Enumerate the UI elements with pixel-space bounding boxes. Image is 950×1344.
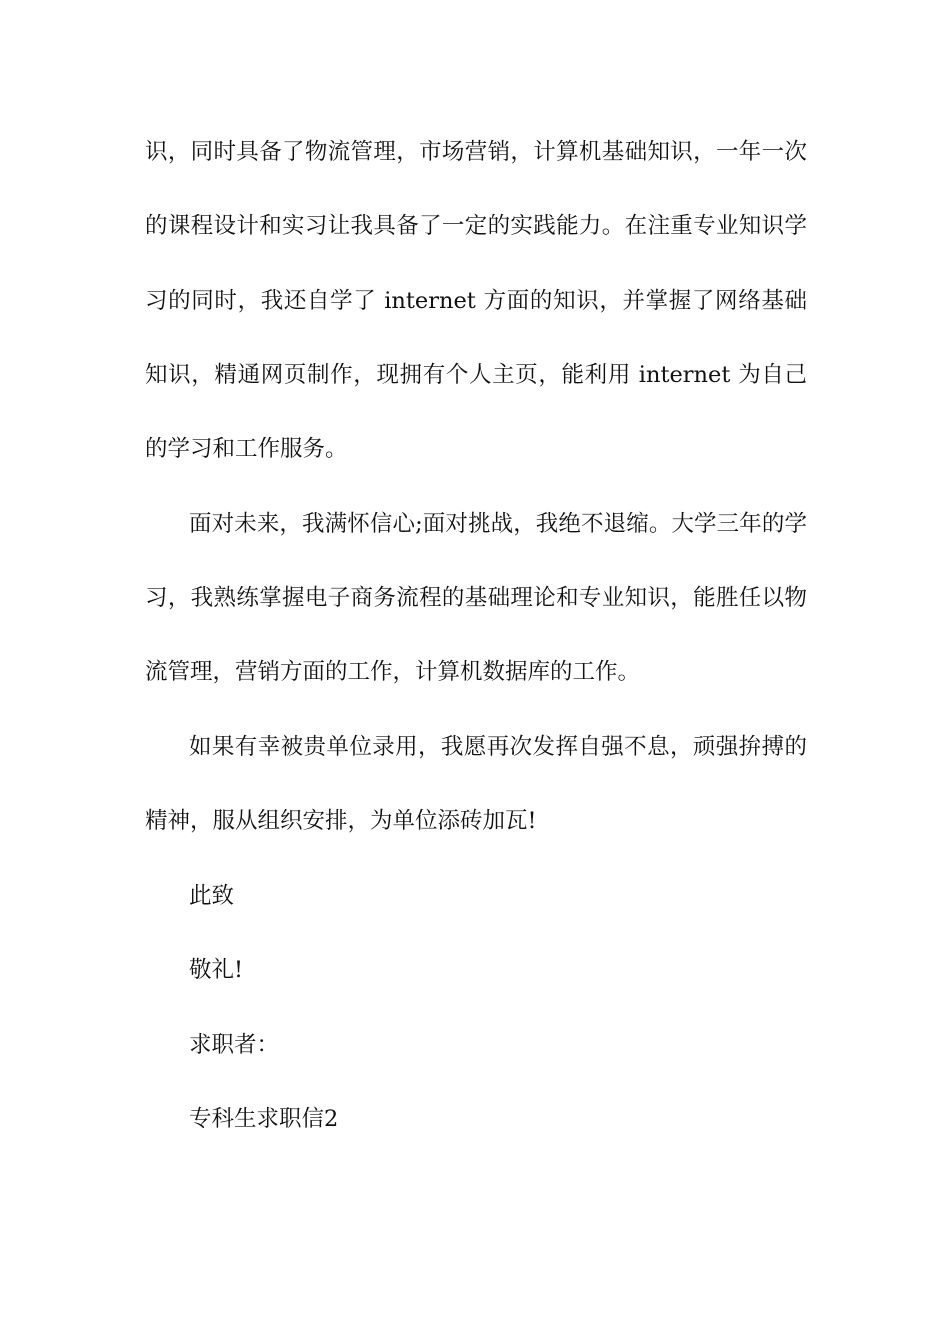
paragraph-1-line-3: 习的同时，我还自学了 internet 方面的知识，并掌握了网络基础: [145, 288, 807, 314]
next-section-title: 专科生求职信2: [189, 1106, 339, 1132]
closing-salutation-2: 敬礼!: [189, 957, 244, 983]
paragraph-2-line-3: 流管理，营销方面的工作，计算机数据库的工作。: [145, 659, 641, 685]
paragraph-1-line-2: 的课程设计和实习让我具备了一定的实践能力。在注重专业知识学: [145, 213, 807, 239]
paragraph-2-line-1: 面对未来，我满怀信心;面对挑战，我绝不退缩。大学三年的学: [189, 511, 807, 537]
paragraph-2-line-2: 习，我熟练掌握电子商务流程的基础理论和专业知识，能胜任以物: [145, 585, 807, 611]
paragraph-3-line-2: 精神，服从组织安排，为单位添砖加瓦!: [145, 808, 537, 834]
signature-label: 求职者：: [189, 1032, 280, 1058]
closing-salutation-1: 此致: [189, 883, 235, 909]
paragraph-1-line-1: 识，同时具备了物流管理，市场营销，计算机基础知识，一年一次: [145, 139, 807, 165]
paragraph-1-line-5: 的学习和工作服务。: [145, 436, 348, 462]
paragraph-1-line-4: 知识，精通网页制作，现拥有个人主页，能利用 internet 为自己: [145, 362, 807, 388]
paragraph-3-line-1: 如果有幸被贵单位录用，我愿再次发挥自强不息，顽强拚搏的: [189, 734, 807, 760]
